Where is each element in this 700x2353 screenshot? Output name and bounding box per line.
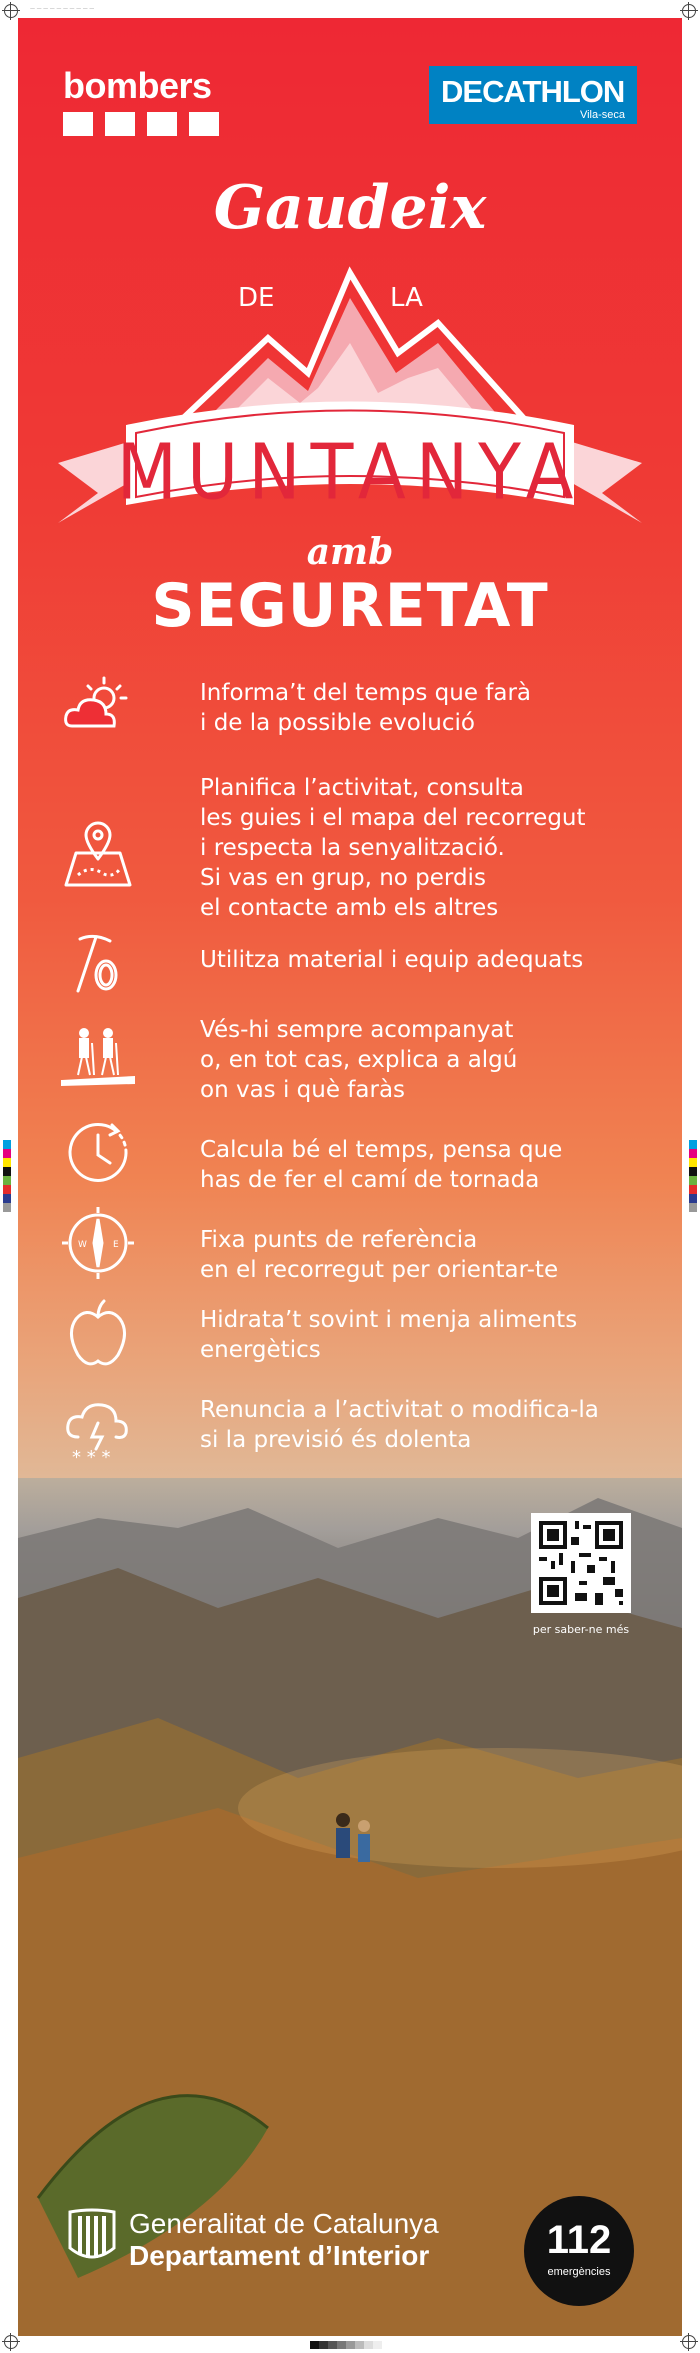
- qr-code-pattern: [531, 1513, 631, 1613]
- emergency-label: emergències: [547, 2266, 611, 2278]
- tip-text: Hidrata’t sovint i menja aliments energètics: [200, 1307, 578, 1363]
- svg-text:W: W: [78, 1240, 87, 1250]
- bombers-blocks: [63, 112, 219, 136]
- tip-text: Planifica l’activitat, consulta les guies i el mapa del recorregut i respecta la senyalització. Si vas en grup, no perdis el contacte amb els altres: [200, 775, 586, 921]
- color-calibration-bar: [3, 1140, 11, 1212]
- qr-caption: per saber-ne més: [532, 1623, 630, 1636]
- decathlon-store-name: Vila-seca: [579, 109, 625, 121]
- bombers-logo: [63, 65, 219, 136]
- tip-text: Vés-hi sempre acompanyat o, en tot cas, explica a algú on vas i què faràs: [200, 1017, 518, 1103]
- clock-icon: [58, 1113, 138, 1193]
- storm-cloud-icon: [58, 1393, 138, 1473]
- headline-muntanya: MUNTANYA: [116, 426, 584, 518]
- registration-mark: [4, 2335, 18, 2349]
- color-calibration-bar: [689, 1140, 697, 1212]
- catalonia-shield-icon: [66, 2208, 118, 2266]
- tip-text: Fixa punts de referència en el recorregut per orientar-te: [200, 1227, 559, 1283]
- svg-text:* * *: * * *: [72, 1447, 111, 1468]
- qr-code[interactable]: [531, 1513, 631, 1613]
- headline-seguretat: SEGURETAT: [151, 571, 549, 641]
- tip-text: Calcula bé el temps, pensa que has de fer el camí de tornada: [200, 1137, 563, 1193]
- headline-amb: amb: [306, 531, 394, 573]
- emergency-112-badge: [524, 2196, 634, 2306]
- ice-axe-rope-icon: [58, 923, 138, 1003]
- weather-sun-cloud-icon: [58, 668, 138, 748]
- headline-de: DE: [238, 283, 275, 313]
- emergency-number: 112: [546, 2218, 612, 2262]
- tip-text: Utilitza material i equip adequats: [200, 947, 584, 973]
- print-slug-line: — — — — — — — — — —: [30, 6, 95, 12]
- map-pin-icon: [58, 813, 138, 893]
- generalitat-name: Generalitat de Catalunya: [129, 2208, 439, 2239]
- hikers-icon: [58, 1013, 138, 1093]
- registration-mark: [682, 2335, 696, 2349]
- tip-text: Informa’t del temps que farà i de la possible evolució: [200, 680, 532, 736]
- decathlon-logo: [429, 66, 637, 124]
- department-name: Departament d’Interior: [129, 2240, 430, 2271]
- svg-text:E: E: [113, 1240, 119, 1250]
- registration-mark: [4, 4, 18, 18]
- headline-gaudeix: Gaudeix: [213, 173, 487, 243]
- generalitat-logo: [66, 2208, 439, 2271]
- tip-text: Renuncia a l’activitat o modifica-la si la previsió és dolenta: [200, 1397, 599, 1453]
- bombers-wordmark: bombers: [63, 65, 212, 106]
- compass-icon: [58, 1203, 138, 1283]
- headline-graphic: [18, 163, 682, 663]
- decathlon-wordmark: DECATHLON: [441, 74, 625, 109]
- registration-mark: [682, 4, 696, 18]
- apple-icon: [58, 1293, 138, 1373]
- headline-la: LA: [390, 283, 423, 313]
- poster-banner: [18, 18, 682, 2336]
- grey-calibration-bar: [310, 2341, 382, 2349]
